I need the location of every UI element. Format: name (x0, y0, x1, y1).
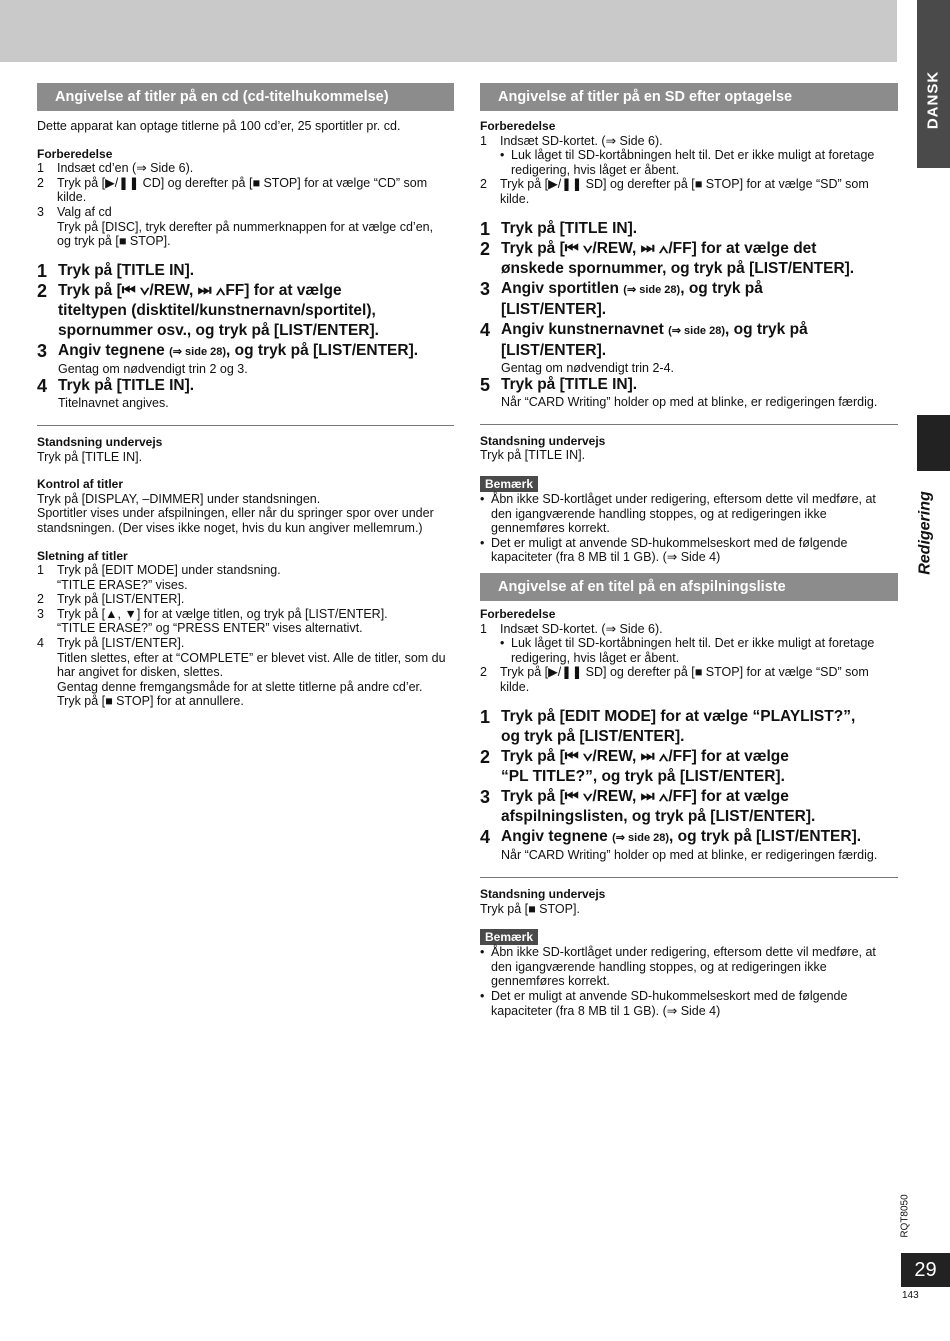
step-text-end: , og tryk på (725, 320, 808, 338)
item-line: Tryk på [▲, ▼] for at vælge titlen, og tryk på [LIST/ENTER]. (57, 606, 388, 621)
step-number: 1 (480, 218, 491, 239)
item-number: 1 (37, 161, 44, 176)
step-line: Tryk på [TITLE IN]. (58, 261, 195, 279)
page-reference: (⇒ side 28) (668, 324, 725, 337)
bullet-text (511, 636, 898, 665)
item-text (500, 134, 898, 149)
item-line: kilde. (500, 191, 530, 206)
step-line: Tryk på [⏮ ∨/REW, ⏭ ∧/FF] for at vælge (501, 788, 789, 806)
item-number: 2 (37, 592, 44, 607)
note-line: gennemføres korrekt. (491, 974, 610, 989)
item-number: 2 (480, 177, 487, 192)
delete-heading: Sletning af titler (37, 548, 128, 563)
step-line: og tryk på [LIST/ENTER]. (501, 728, 685, 746)
language-label: DANSK (924, 70, 942, 130)
prep-heading: Forberedelse (480, 119, 556, 133)
item-line: Gentag denne fremgangsmåde for at slette titlerne på andre cd’er. (57, 679, 423, 694)
numbered-item (37, 563, 454, 592)
item-line: Tryk på [LIST/ENTER]. (57, 592, 185, 607)
note-item (480, 989, 898, 1018)
step-text-end: , og tryk på [LIST/ENTER]. (226, 341, 419, 359)
item-text (57, 636, 454, 709)
step-line (501, 279, 898, 300)
step-item (480, 707, 898, 747)
step-note: Gentag om nødvendigt trin 2 og 3. (58, 361, 248, 376)
step-item (37, 261, 454, 281)
step-text-start: Angiv kunstnernavnet (501, 320, 669, 338)
note-line: kapaciteter (fra 8 MB til 1 GB). (⇒ Side 4) (491, 1003, 721, 1018)
note-text (491, 989, 898, 1018)
stop-text: Tryk på [TITLE IN]. (480, 448, 586, 463)
note-text (491, 492, 898, 536)
divider (480, 424, 898, 425)
step-number: 4 (480, 827, 491, 848)
step-line: spornummer osv., og tryk på [LIST/ENTER]. (58, 321, 379, 339)
note-text (491, 536, 898, 565)
step-line: Tryk på [TITLE IN]. (501, 219, 638, 237)
steps-list (480, 707, 898, 863)
step-text-start: Angiv tegnene (501, 828, 613, 846)
item-text (500, 177, 898, 206)
step-line (58, 341, 454, 362)
item-text (57, 607, 454, 636)
check-line: Sportitler vises under afspilningen, eller når du springer spor over under (37, 506, 434, 521)
step-line: Tryk på [⏮ ∨/REW, ⏭ ∧/FF] for at vælge det (501, 239, 817, 257)
step-text (58, 261, 454, 281)
page-reference: (⇒ side 28) (612, 832, 670, 845)
item-line: Tryk på [LIST/ENTER]. (57, 636, 185, 651)
item-number: 1 (480, 621, 487, 636)
step-line: Tryk på [TITLE IN]. (58, 377, 195, 395)
numbered-item (37, 607, 454, 636)
check-heading: Kontrol af titler (37, 477, 123, 492)
item-number: 4 (37, 636, 44, 651)
item-number: 2 (37, 175, 44, 190)
step-line: Tryk på [TITLE IN]. (501, 376, 638, 394)
step-number: 2 (480, 238, 491, 259)
prep-list (480, 134, 898, 207)
item-line: Tryk på [■ STOP] for at annullere. (57, 694, 244, 709)
numbered-item (480, 177, 898, 206)
note-text (491, 945, 898, 989)
item-number: 3 (37, 606, 44, 621)
right-column (480, 83, 898, 1018)
step-item (480, 787, 898, 827)
step-item (37, 341, 454, 362)
step-text (501, 747, 898, 787)
section-side-title: Redigering (916, 491, 934, 575)
step-number: 4 (37, 376, 48, 397)
step-number: 1 (37, 260, 48, 281)
bullet-icon: • (480, 535, 485, 550)
step-line: [LIST/ENTER]. (501, 300, 607, 318)
item-text (57, 161, 454, 176)
divider (37, 425, 454, 426)
numbered-item (37, 176, 454, 205)
note-item (480, 492, 898, 536)
step-text (501, 827, 898, 848)
note-item (480, 945, 898, 989)
step-text (58, 281, 454, 341)
step-item (480, 279, 898, 320)
language-tab (917, 0, 950, 168)
stop-heading: Standsning undervejs (480, 433, 606, 448)
step-number: 3 (480, 278, 491, 299)
note-line: Det er muligt at anvende SD-hukommelseskort med de følgende (491, 535, 848, 550)
step-line: ønskede spornummer, og tryk på [LIST/ENTER]. (501, 259, 855, 277)
item-number: 1 (480, 133, 487, 148)
left-column (37, 83, 454, 709)
item-number: 2 (480, 665, 487, 680)
stop-heading: Standsning undervejs (37, 434, 163, 449)
step-text (501, 279, 898, 320)
bullet-icon: • (500, 148, 505, 163)
item-line: kilde. (57, 190, 87, 205)
step-line: Tryk på [⏮ ∨/REW, ⏭ ∧FF] for at vælge (58, 281, 342, 299)
page-reference: (⇒ side 28) (623, 283, 681, 296)
step-text (501, 239, 898, 279)
note-line: Åbn ikke SD-kortlåget under redigering, eftersom dette vil medføre, at (491, 945, 876, 960)
page-number-small: 143 (902, 1290, 919, 1301)
step-note: Når “CARD Writing” holder op med at blinke, er redigeringen færdig. (501, 848, 878, 863)
item-number: 3 (37, 204, 44, 219)
numbered-item (37, 592, 454, 607)
step-item (37, 376, 454, 396)
step-item (37, 281, 454, 341)
note-label: Bemærk (480, 929, 538, 945)
step-number: 2 (480, 747, 491, 768)
step-number: 4 (480, 319, 491, 340)
bullet-line: redigering, hvis låget er åbent. (511, 162, 680, 177)
prep-list (480, 622, 898, 695)
item-line: Indsæt SD-kortet. (⇒ Side 6). (500, 133, 663, 148)
numbered-item (37, 636, 454, 709)
section-title: Angivelse af titler på en cd (cd-titelhukommelse) (37, 83, 454, 111)
note-line: den igangværende handling stoppes, og at redigeringen ikke (491, 506, 827, 521)
item-line: “TITLE ERASE?” vises. (57, 577, 188, 592)
check-text (37, 492, 454, 536)
step-text (58, 376, 454, 396)
section-title: Angivelse af titler på en SD efter optagelse (480, 83, 898, 111)
step-text (501, 320, 898, 361)
item-line: Tryk på [▶/❚❚ SD] og derefter på [■ STOP] for at vælge “SD” som (500, 665, 869, 680)
bullet-line: Luk låget til SD-kortåbningen helt til. Det er ikke muligt at foretage (511, 636, 875, 651)
step-line: afspilningslisten, og tryk på [LIST/ENTER]. (501, 808, 816, 826)
numbered-item (37, 161, 454, 176)
item-line: “TITLE ERASE?” og “PRESS ENTER” vises alternativt. (57, 621, 363, 636)
step-item (480, 219, 898, 239)
item-line: Tryk på [▶/❚❚ SD] og derefter på [■ STOP] for at vælge “SD” som (500, 177, 869, 192)
step-line (501, 320, 898, 341)
item-text (57, 592, 454, 607)
item-text (57, 176, 454, 205)
stop-text: Tryk på [■ STOP]. (480, 901, 580, 916)
divider (480, 877, 898, 878)
delete-list (37, 563, 454, 709)
step-text (501, 219, 898, 239)
step-item (480, 375, 898, 395)
item-text (57, 563, 454, 592)
section-title: Angivelse af en titel på en afspilningsliste (480, 573, 898, 601)
note-block (480, 929, 898, 1018)
item-line: Valg af cd (57, 204, 112, 219)
prep-heading: Forberedelse (37, 146, 113, 161)
numbered-item (480, 622, 898, 637)
notes-list (480, 945, 898, 1018)
bullet-icon: • (480, 945, 485, 960)
step-note: Gentag om nødvendigt trin 2-4. (501, 360, 675, 375)
item-line: Tryk på [DISC], tryk derefter på nummerknappen for at vælge cd’en, (57, 219, 434, 234)
step-text-end: , og tryk på [LIST/ENTER]. (669, 828, 862, 846)
bullet-icon: • (480, 989, 485, 1004)
step-item (480, 827, 898, 848)
step-text-start: Angiv tegnene (58, 341, 170, 359)
step-line: titeltypen (disktitel/kunstnernavn/sportitel), (58, 301, 376, 319)
step-note: Når “CARD Writing” holder op med at blinke, er redigeringen færdig. (501, 395, 878, 410)
document-code: RQT8050 (899, 1194, 911, 1238)
numbered-item (37, 205, 454, 249)
bullet-line: redigering, hvis låget er åbent. (511, 650, 680, 665)
step-note: Titelnavnet angives. (58, 396, 169, 411)
item-number: 1 (37, 563, 44, 578)
notes-list (480, 492, 898, 565)
step-number: 3 (480, 787, 491, 808)
item-line: Tryk på [▶/❚❚ CD] og derefter på [■ STOP] for at vælge “CD” som (57, 175, 428, 190)
header-bar (0, 0, 897, 62)
step-item (480, 239, 898, 279)
note-line: den igangværende handling stoppes, og at redigeringen ikke (491, 959, 827, 974)
check-line: standsningen. (Der vises ikke noget, hvis du kun angiver mellemrum.) (37, 520, 423, 535)
note-block (480, 476, 898, 565)
item-line: Tryk på [EDIT MODE] under standsning. (57, 563, 281, 578)
step-text (58, 341, 454, 362)
step-text (501, 787, 898, 827)
bullet-item (480, 148, 898, 177)
step-number: 2 (37, 280, 48, 301)
item-line: og tryk på [■ STOP]. (57, 234, 171, 249)
intro-text: Dette apparat kan optage titlerne på 100 cd’er, 25 sportitler pr. cd. (37, 119, 401, 133)
step-text-start: Angiv sportitlen (501, 279, 624, 297)
step-line: “PL TITLE?”, og tryk på [LIST/ENTER]. (501, 768, 785, 786)
step-text (501, 707, 898, 747)
item-line: har angivet for disken, slettes. (57, 665, 224, 680)
stop-heading: Standsning undervejs (480, 887, 606, 902)
item-text (500, 622, 898, 637)
item-line: Titlen slettes, efter at “COMPLETE” er blevet vist. Alle de titler, som du (57, 650, 446, 665)
steps-list (37, 261, 454, 411)
note-line: gennemføres korrekt. (491, 521, 610, 536)
steps-list (480, 219, 898, 410)
step-item (480, 320, 898, 361)
step-item (480, 747, 898, 787)
item-text (500, 665, 898, 694)
step-line: Tryk på [⏮ ∨/REW, ⏭ ∧/FF] for at vælge (501, 748, 789, 766)
step-number: 3 (37, 340, 48, 361)
bullet-item (480, 636, 898, 665)
page-number: 29 (901, 1253, 950, 1287)
note-line: Åbn ikke SD-kortlåget under redigering, eftersom dette vil medføre, at (491, 491, 876, 506)
stop-text: Tryk på [TITLE IN]. (37, 449, 143, 464)
item-line: Indsæt SD-kortet. (⇒ Side 6). (500, 621, 663, 636)
numbered-item (480, 665, 898, 694)
step-number: 5 (480, 375, 491, 396)
note-label: Bemærk (480, 476, 538, 492)
item-line: Indsæt cd’en (⇒ Side 6). (57, 161, 194, 176)
step-line: Tryk på [EDIT MODE] for at vælge “PLAYLIST?”, (501, 708, 856, 726)
prep-list (37, 161, 454, 249)
step-text (501, 375, 898, 395)
section-marker (917, 415, 950, 471)
item-text (57, 205, 454, 249)
bullet-icon: • (480, 491, 485, 506)
bullet-line: Luk låget til SD-kortåbningen helt til. Det er ikke muligt at foretage (511, 148, 875, 163)
item-line: kilde. (500, 679, 530, 694)
step-number: 1 (480, 707, 491, 728)
bullet-text (511, 148, 898, 177)
numbered-item (480, 134, 898, 149)
note-line: kapaciteter (fra 8 MB til 1 GB). (⇒ Side 4) (491, 550, 721, 565)
bullet-icon: • (500, 636, 505, 651)
step-text-end: , og tryk på (680, 279, 763, 297)
prep-heading: Forberedelse (480, 606, 556, 621)
note-line: Det er muligt at anvende SD-hukommelseskort med de følgende (491, 989, 848, 1004)
step-line: [LIST/ENTER]. (501, 341, 607, 359)
check-line: Tryk på [DISPLAY, –DIMMER] under standsningen. (37, 491, 321, 506)
page-reference: (⇒ side 28) (169, 345, 227, 358)
note-item (480, 536, 898, 565)
step-line (501, 827, 898, 848)
